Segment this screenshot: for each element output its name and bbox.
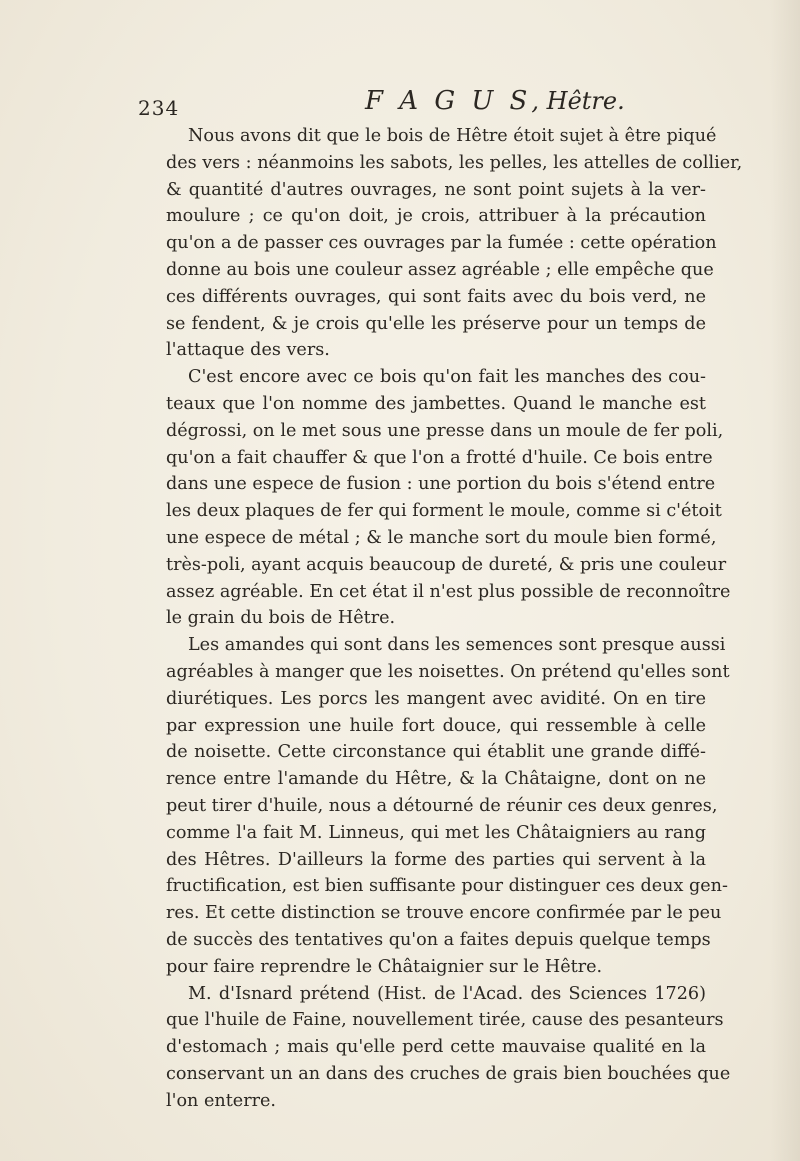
text-line: Nous avons dit que le bois de Hêtre étoit sujet à être piqué [188,126,717,146]
text-line: res. Et cette distinction se trouve encore confirmée par le peu [166,903,722,924]
text-line: pour faire reprendre le Châtaignier sur le Hêtre. [166,956,603,977]
text-line: comme l'a fait M. Linneus, qui met les Châtaigniers au rang [166,822,706,843]
text-line: diurétiques. Les porcs les mangent avec avidité. On en tire [166,688,706,709]
text-line: de noisette. Cette circonstance qui établit une grande diffé- [166,742,706,763]
text-line: & quantité d'autres ouvrages, ne sont point sujets à la ver- [166,179,706,200]
text-line: C'est encore avec ce bois qu'on fait les manches des cou- [188,367,706,388]
page-number: 234 [138,96,180,120]
text-line: assez agréable. En cet état il n'est plus possible de reconnoître [166,581,731,602]
running-title-genus: F A G U S [365,86,532,116]
text-line: dans une espece de fusion : une portion du bois s'étend entre [166,474,716,495]
text-line: peut tirer d'huile, nous a détourné de réunir ces deux genres, [166,795,718,816]
text-line: dégrossi, on le met sous une presse dans un moule de fer poli, [166,420,724,441]
text-line: conservant un an dans des cruches de grais bien bouchées que [166,1063,731,1084]
body-text [166,123,743,1114]
text-line: des vers : néanmoins les sabots, les pelles, les attelles de collier, [166,152,743,173]
text-line: de succès des tentatives qu'on a faites depuis quelque temps [166,929,711,950]
text-line: les deux plaques de fer qui forment le moule, comme si c'étoit [166,501,722,522]
page-edge-shadow [770,0,800,1161]
page-header [138,78,698,118]
text-line: d'estomach ; mais qu'elle perd cette mauvaise qualité en la [166,1037,706,1058]
text-line: M. d'Isnard prétend (Hist. de l'Acad. des Sciences 1726) [188,983,706,1004]
text-line: se fendent, & je crois qu'elle les préserve pour un temps de [166,313,706,334]
text-line: très-poli, ayant acquis beaucoup de dureté, & pris une couleur [166,554,727,575]
text-line: agréables à manger que les noisettes. On prétend qu'elles sont [166,661,730,682]
text-line: une espece de métal ; & le manche sort du moule bien formé, [166,527,717,548]
running-title [365,86,625,116]
text-line: teaux que l'on nomme des jambettes. Quand le manche est [166,393,706,414]
text-line: Les amandes qui sont dans les semences sont presque aussi [188,635,726,656]
text-line: l'on enterre. [166,1090,277,1111]
text-line: moulure ; ce qu'on doit, je crois, attribuer à la précaution [166,206,706,227]
text-line: le grain du bois de Hêtre. [166,608,396,629]
text-line: qu'on a fait chauffer & que l'on a frotté d'huile. Ce bois entre [166,447,713,468]
text-line: ces différents ouvrages, qui sont faits avec du bois verd, ne [166,286,706,307]
text-line: l'attaque des vers. [166,340,330,361]
running-title-common-name: , Hêtre. [531,87,625,115]
text-line: par expression une huile fort douce, qui ressemble à celle [166,715,706,736]
text-line: fructification, est bien suffisante pour distinguer ces deux gen- [166,876,728,897]
text-line: donne au bois une couleur assez agréable ; elle empêche que [166,259,714,280]
text-line: qu'on a de passer ces ouvrages par la fumée : cette opération [166,233,717,254]
text-line: des Hêtres. D'ailleurs la forme des parties qui servent à la [166,849,706,870]
text-line: que l'huile de Faine, nouvellement tirée, cause des pesanteurs [166,1010,724,1031]
text-line: rence entre l'amande du Hêtre, & la Châtaigne, dont on ne [166,769,706,790]
